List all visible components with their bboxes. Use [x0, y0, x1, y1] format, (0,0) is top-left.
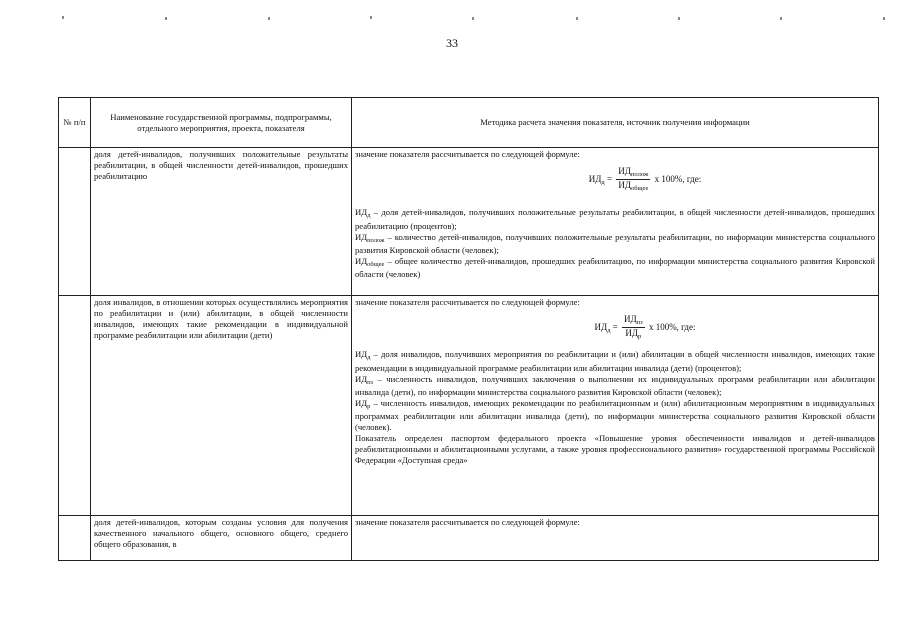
scan-speck [472, 17, 474, 20]
scan-speck [780, 17, 782, 20]
formula-intro: значение показателя рассчитывается по следующей формуле: [355, 149, 580, 159]
method-cell [352, 516, 879, 561]
scan-speck [62, 16, 64, 19]
method-cell [352, 148, 879, 296]
definition: $ИД_р$ – численность инвалидов, имеющих рекомендации по реабилитационным и (или) абилитационным мероприятиям в индивидуальных программах реабилитации или абилитации инвалида (дети), по информации министерства социального развития Кировской области (человек). [355, 397, 875, 432]
method-cell [352, 296, 879, 516]
table-row [59, 148, 879, 296]
row-num-cell [59, 296, 91, 516]
header-method: Методика расчета значения показателя, источник получения информации [352, 98, 879, 148]
definition: $ИД_{пз}$ – численность инвалидов, получивших заключения о выполнении их индивидуальных программ реабилитации или абилитации инвалида (дети), по информации министерства социального развития Кировской области (человек); [355, 373, 875, 397]
definition: $ИД_{общее}$ – общее количество детей-инвалидов, прошедших реабилитацию, по информации министерства социального развития Кировской области (человек) [355, 255, 875, 279]
formula: $ИД_д$ = $\frac{ИД_{пз}}{ИД_р}$ х 100%, где: [594, 313, 696, 341]
scan-speck [370, 16, 372, 19]
formula-intro: значение показателя рассчитывается по следующей формуле: [355, 517, 580, 527]
header-name: Наименование государственной программы, подпрограммы, отдельного мероприятия, проекта, показателя [91, 98, 352, 148]
indicator-name: доля детей-инвалидов, которым созданы условия для получения качественного начального общего, основного общего, среднего общего образования, в [91, 516, 352, 561]
formula: $ИД_д$ = $\frac{ИД_{полож}}{ИД_{общее}}$ х 100%, где: [588, 165, 702, 193]
formula-intro: значение показателя рассчитывается по следующей формуле: [355, 297, 580, 307]
indicator-name: доля детей-инвалидов, получивших положительные результаты реабилитации, в общей численности детей-инвалидов, прошедших реабилитацию [91, 148, 352, 296]
indicator-name: доля инвалидов, в отношении которых осуществлялись мероприятия по реабилитации и (или) абилитации, в общей численности инвалидов, имеющих такие рекомендации в индивидуальной программе реабилитации или абилитации (дети) [91, 296, 352, 516]
scan-speck [268, 17, 270, 20]
indicator-note: Показатель определен паспортом федерального проекта «Повышение уровня обеспеченности инвалидов и детей-инвалидов реабилитационными и абилитационными услугами, а также уровня профессионального развития» государственной программы Российской Федерации «Доступная среда» [355, 432, 875, 465]
definition: $ИД_д$ – доля детей-инвалидов, получивших положительные результаты реабилитации, в общей численности детей-инвалидов, прошедших реабилитацию (процентов); [355, 207, 875, 231]
scan-speck [576, 17, 578, 20]
header-num: № п/п [59, 98, 91, 148]
scan-speck [165, 17, 167, 20]
formula-fraction: $\frac{ИД_{пз}}{ИД_р}$ [624, 313, 643, 341]
table-header-row [59, 98, 879, 148]
definition: $ИД_{полож}$ – количество детей-инвалидов, получивших положительные результаты реабилитации, по информации министерства социального развития Кировской области (человек); [355, 231, 875, 255]
scan-speck [678, 17, 680, 20]
row-num-cell [59, 516, 91, 561]
definition: $ИД_д$ – доля инвалидов, получивших мероприятия по реабилитации и (или) абилитации в общей численности инвалидов, имеющих такие рекомендации в индивидуальной программе реабилитации или абилитации инвалида (дети) (процентов); [355, 349, 875, 373]
page-number: 33 [446, 36, 458, 50]
indicators-table [58, 97, 879, 561]
formula-fraction: $\frac{ИД_{полож}}{ИД_{общее}}$ [618, 165, 649, 193]
scan-speck [883, 17, 885, 20]
row-num-cell [59, 148, 91, 296]
table-row [59, 516, 879, 561]
table-row [59, 296, 879, 516]
